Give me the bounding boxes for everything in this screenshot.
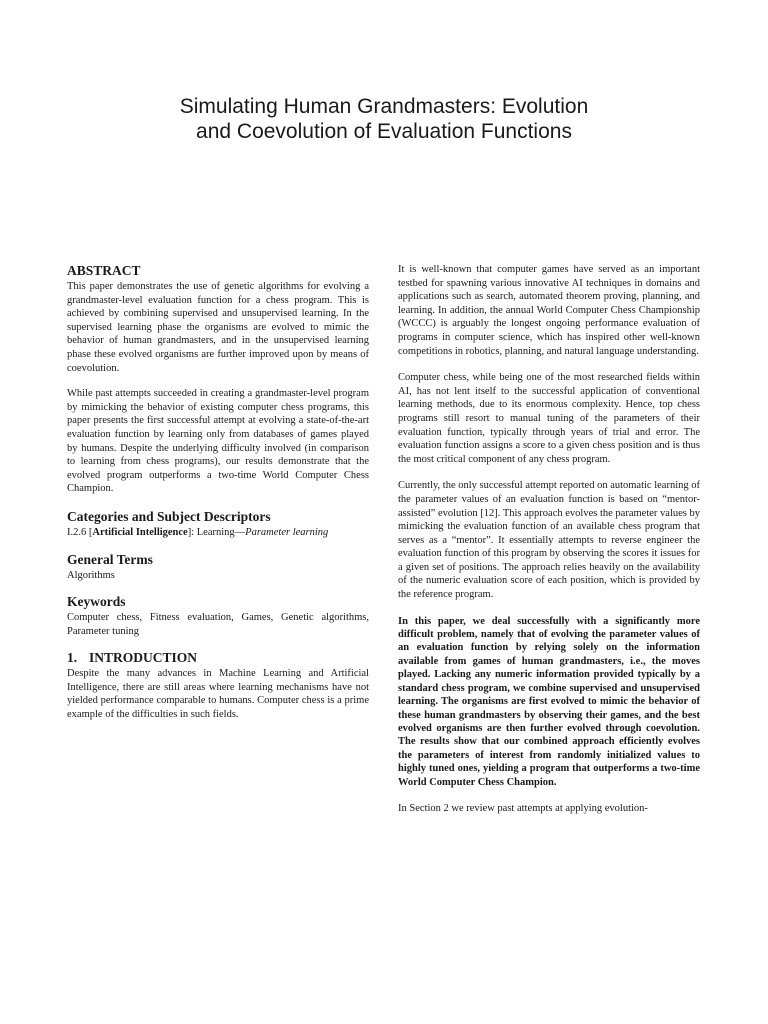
paper-title [60,94,708,144]
categories-text [67,526,369,540]
category-field: Artificial Intelligence [92,526,188,538]
introduction-title: INTRODUCTION [89,650,198,666]
left-column [67,263,369,734]
intro-paragraph-6: In Section 2 we review past attempts at applying evolution- [398,802,648,814]
general-terms-section [67,552,369,583]
abstract-heading: ABSTRACT [67,263,141,278]
intro-paragraph-3: Computer chess, while being one of the most researched fields within AI, has not lent itself to the successful application of conventional learning methods, due to its enormous complexity. Hence, top chess programs still resort to manual tuning of the parameters of their evaluation function, typically through years of trial and error. The evaluation function assigns a score to a given chess position and is thus the most critical component of any chess program. [398,372,700,465]
abstract-paragraph-2: While past attempts succeeded in creating a grandmaster-level program by mimicking the behavior of existing computer chess programs, this paper presents the first successful attempt at evolving a state-of-the-art evaluation function by learning only from databases of games played by humans. Despite the underlying difficulty involved (in comparison to learning from chess programs), our results demonstrate that the evolved program outperforms a two-time World Computer Chess Champion. [67,388,369,495]
introduction-paragraph-1: Despite the many advances in Machine Learning and Artificial Intelligence, there are still areas where learning mechanisms have not yielded performance comparable to humans. Computer chess is a prime example of the difficulties in such fields. [67,668,369,721]
keywords-section [67,594,369,638]
abstract-paragraph-1: This paper demonstrates the use of genetic algorithms for evolving a grandmaster-level evaluation function for a chess program. This is achieved by combining supervised and unsupervised learning. In the supervised learning phase the organisms are evolved to mimic the behavior of human grandmasters, and in the unsupervised learning phase these evolved organisms are further improved upon by means of coevolution. [67,281,369,374]
paper-title-line-1: Simulating Human Grandmasters: Evolution [179,95,589,118]
introduction-heading [67,650,369,666]
introduction-section [67,650,369,721]
keywords-text: Computer chess, Fitness evaluation, Games, Genetic algorithms, Parameter tuning [67,612,369,637]
keywords-heading: Keywords [67,594,126,610]
right-column [398,263,700,829]
intro-paragraph-5-bold: In this paper, we deal successfully with a significantly more difficult problem, namely that of evolving the parameter values of an evaluation function by relying solely on the information available from games of human grandmasters, i.e., the moves played. Lacking any numeric information provided typically by a standard chess program, we combine supervised and unsupervised learning. The organisms are first evolved to mimic the behavior of these human grandmasters by observing their games, and the best evolved organisms are then further evolved through coevolution. The results show that our combined approach efficiently evolves the parameters of interest from randomly initialized values to highly tuned ones, yielding a program that outperforms a two-time World Computer Chess Champion. [398,615,700,788]
paper-title-line-2: and Coevolution of Evaluation Functions [196,120,572,143]
intro-paragraph-2: It is well-known that computer games have served as an important testbed for spawning various innovative AI techniques in domains and applications such as search, automated theorem proving, planning, and learning. In addition, the annual World Computer Chess Championship (WCCC) is arguably the longest ongoing performance evaluation of programs in computer science, which has inspired other well-known competitions in robotics, planning, and natural language understanding. [398,264,700,357]
category-mid: ]: Learning— [187,526,246,538]
general-terms-heading: General Terms [67,551,153,567]
categories-section [67,509,369,540]
general-terms-text: Algorithms [67,569,115,581]
category-code: I.2.6 [ [67,526,93,538]
section-number: 1. [67,650,78,666]
abstract-section [67,263,369,375]
categories-heading: Categories and Subject Descriptors [67,508,271,524]
category-topic: Parameter learning [245,526,329,538]
intro-paragraph-4: Currently, the only successful attempt reported on automatic learning of the parameter values of an evaluation function is based on “mentor-assisted” evolution [12]. This approach evolves the parameter values by mimicking the evaluation function of an available chess program that serves as a “mentor”. It essentially attempts to reverse engineer the evaluation function of this program by observing the scores it issues for a given set of positions. The approach relies heavily on the availability of the numeric evaluation score of each position, which is provided by the reference program. [398,480,700,601]
